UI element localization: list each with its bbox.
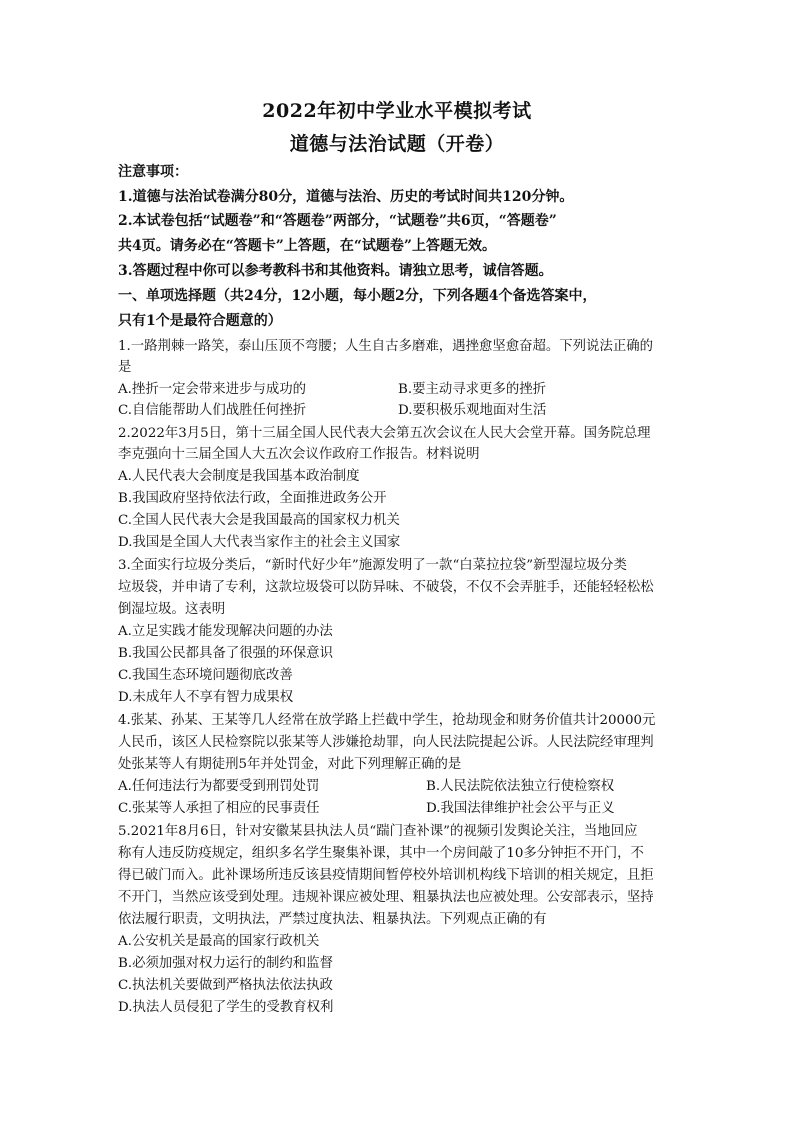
q4-option-d: D.我国法律维护社会公平与正义 [426,801,615,816]
q4-option-c: C.张某等人承担了相应的民事责任 [118,801,320,816]
exam-title: 2022年初中学业水平模拟考试 [262,100,532,122]
q5-stem-line-5: 依法履行职责，文明执法，严禁过度执法、粗暴执法。下列观点正确的有 [118,912,547,927]
q4-stem-line-3: 处张某等人有期徒刑5年并处罚金，对此下列理解正确的是 [118,757,462,772]
q5-option-c: C.执法机关要做到严格执法依法执政 [118,978,333,993]
q1-option-c: C.自信能帮助人们战胜任何挫折 [118,403,307,418]
note-1: 1.道德与法治试卷满分80分，道德与法治、历史的考试时间共120分钟。 [118,189,574,205]
q2-option-d: D.我国是全国人大代表当家作主的社会主义国家 [118,535,401,550]
q4-option-a: A.任何违法行为都要受到刑罚处罚 [118,779,320,794]
q1-option-b: B.要主动寻求更多的挫折 [398,382,547,397]
q4-stem-line-2: 人民币，该区人民检察院以张某等人涉嫌抢劫罪，向人民法院提起公诉。人民法院经审理判 [118,735,654,750]
note-2-line-2: 共4页。请务必在“答题卡”上答题，在“试题卷”上答题无效。 [118,238,496,254]
section-heading-line-2: 只有1个是最符合题意的） [118,313,282,329]
q1-stem-line-1: 1.一路荆棘一路笑，泰山压顶不弯腰；人生自古多磨难，遇挫愈坚愈奋超。下列说法正确的 [118,339,654,354]
q1-option-d: D.要积极乐观地面对生活 [398,403,547,418]
q5-stem-line-3: 得已破门而入。此补课场所违反该县疫情期间暂停校外培训机构线下培训的相关规定，且拒 [118,868,654,883]
exam-subtitle: 道德与法治试题（开卷） [289,133,505,155]
q5-option-d: D.执法人员侵犯了学生的受教育权利 [118,1000,334,1015]
notes-heading: 注意事项： [118,164,188,180]
q2-option-c: C.全国人民代表大会是我国最高的国家权力机关 [118,513,400,528]
q2-stem-line-1: 2.2022年3月5日，第十三届全国人民代表大会第五次会议在人民大会堂开幕。国务院总理 [118,426,651,441]
q4-option-b: B.人民法院依法独立行使检察权 [426,779,615,794]
q3-option-c: C.我国生态环境问题彻底改善 [118,668,293,683]
q5-stem-line-2: 称有人违反防疫规定，组织多名学生聚集补课，其中一个房间敲了10多分钟拒不开门，不 [118,846,644,861]
q2-option-b: B.我国政府坚持依法行政，全面推进政务公开 [118,491,387,506]
q4-stem-line-1: 4.张某、孙某、王某等几人经常在放学路上拦截中学生，抢劫现金和财务价值共计20000元 [118,713,656,728]
q5-option-a: A.公安机关是最高的国家行政机关 [118,934,320,949]
q3-stem-line-3: 倒湿垃圾。这表明 [118,602,226,617]
note-2-line-1: 2.本试卷包括“试题卷”和“答题卷”两部分，“试题卷”共6页，“答题卷” [118,213,557,229]
q3-option-a: A.立足实践才能发现解决问题的办法 [118,624,333,639]
q1-option-a: A.挫折一定会带来进步与成功的 [118,382,307,397]
q3-option-b: B.我国公民都具备了很强的环保意识 [118,646,333,661]
q5-option-b: B.必须加强对权力运行的制约和监督 [118,956,333,971]
q3-stem-line-2: 垃圾袋，并申请了专利，这款垃圾袋可以防异味、不破袋，不仅不会弄脏手，还能轻轻松松 [118,580,654,595]
q2-stem-line-2: 李克强向十三届全国人大五次会议作政府工作报告。材料说明 [118,447,480,462]
q3-option-d: D.未成年人不享有智力成果权 [118,690,294,705]
q3-stem-line-1: 3.全面实行垃圾分类后，“新时代好少年”施源发明了一款“白菜拉拉袋”新型湿垃圾分类 [118,558,627,573]
q2-option-a: A.人民代表大会制度是我国基本政治制度 [118,469,360,484]
note-3: 3.答题过程中你可以参考教科书和其他资料。请独立思考，诚信答题。 [118,263,553,279]
section-heading-line-1: 一、单项选择题（共24分，12小题，每小题2分，下列各题4个备选答案中， [118,288,597,304]
q5-stem-line-1: 5.2021年8月6日，针对安徽某县执法人员“踹门查补课”的视频引发舆论关注，当地回应 [118,824,638,839]
q1-stem-line-2: 是 [118,360,132,375]
q5-stem-line-4: 不开门，当然应该受到处理。违规补课应被处理、粗暴执法也应被处理。公安部表示，坚持 [118,890,654,905]
